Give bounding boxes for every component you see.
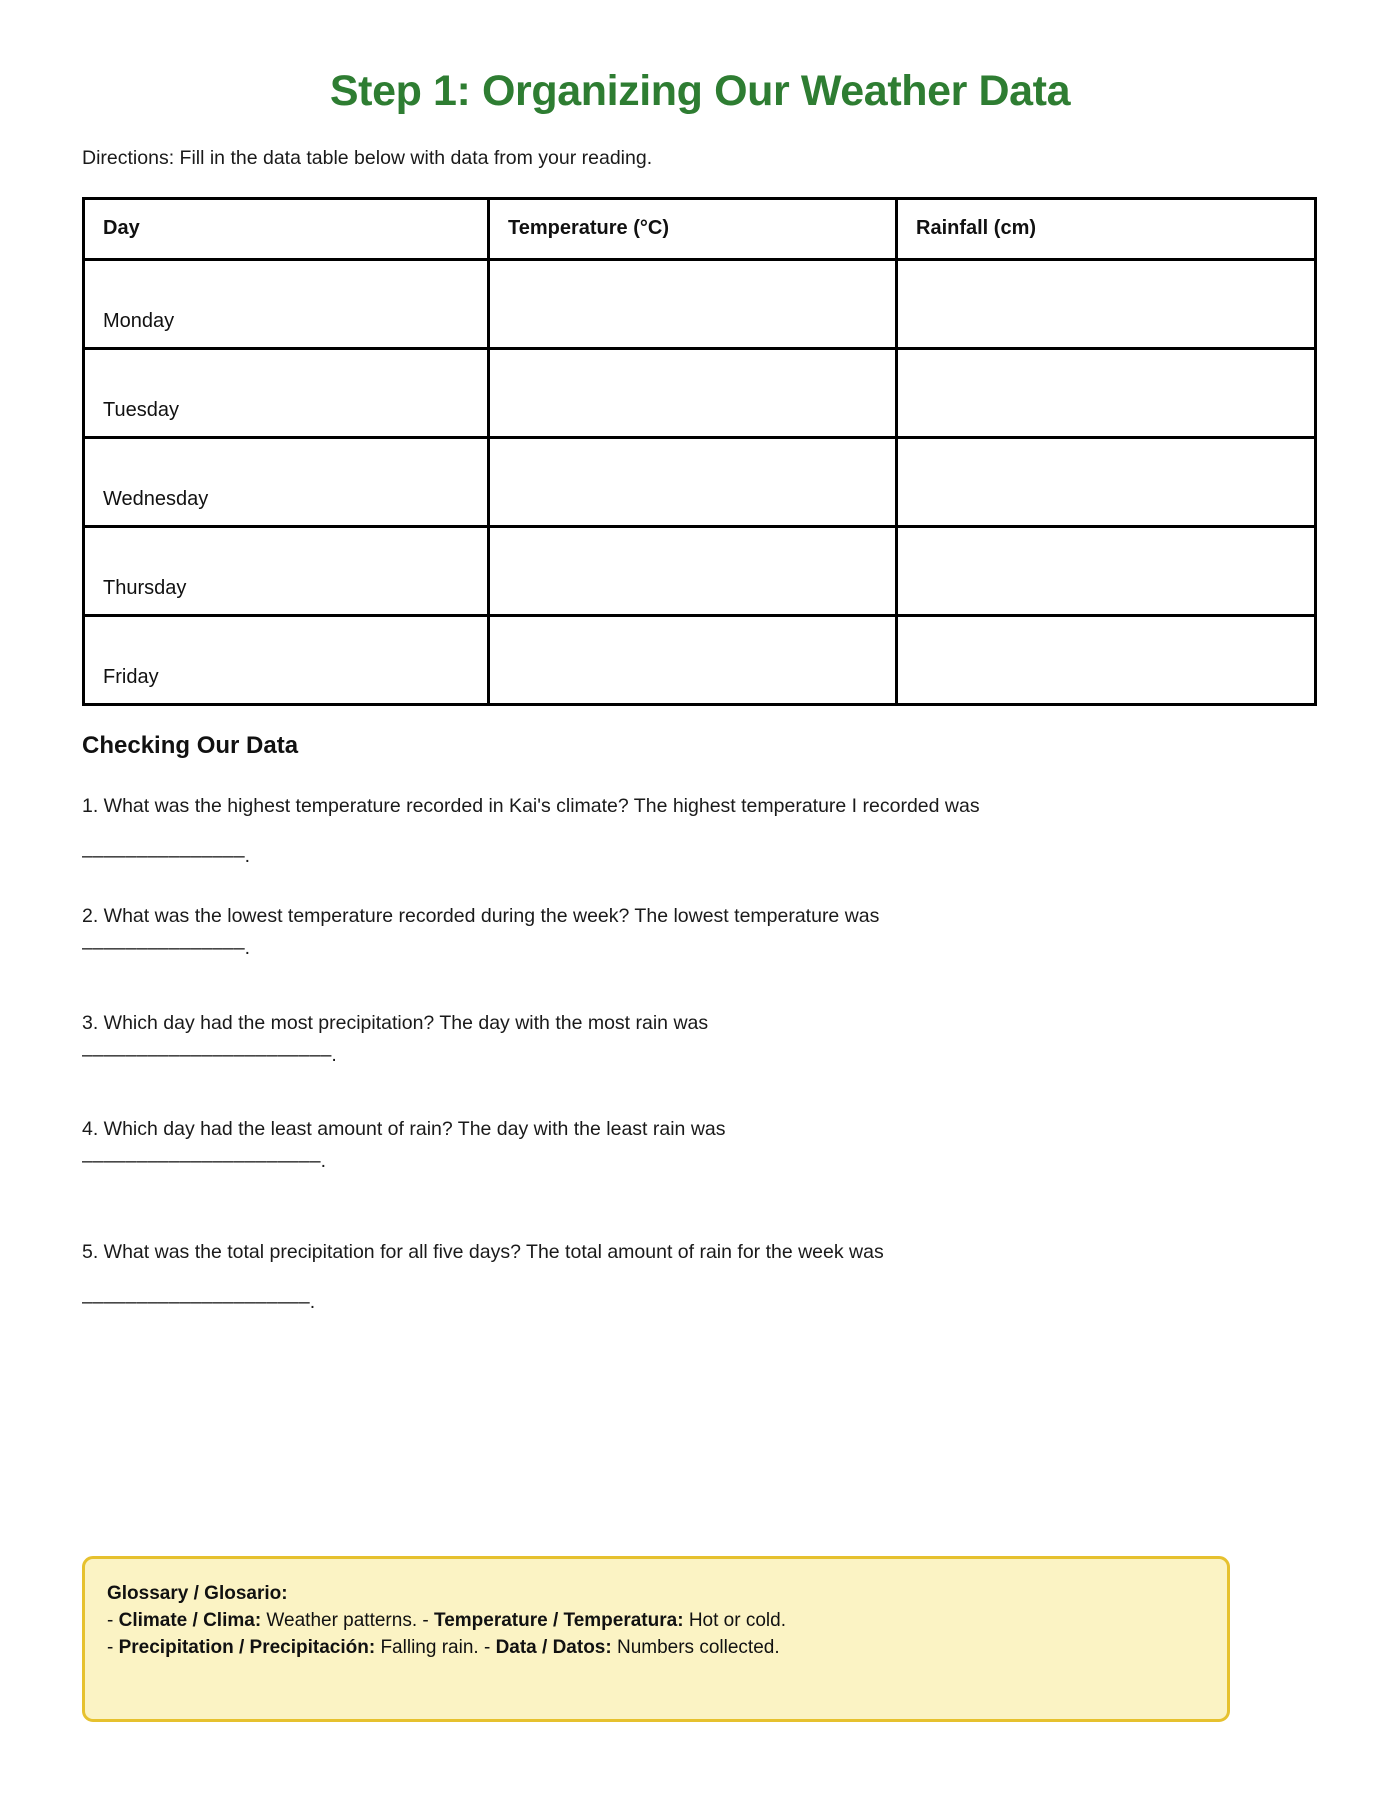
cell-temperature-thursday[interactable] <box>489 526 897 615</box>
cell-rainfall-monday[interactable] <box>897 259 1316 348</box>
directions-text: Directions: Fill in the data table below with data from your reading. <box>82 147 653 170</box>
glossary-definition-precipitation: Falling rain. <box>375 1636 484 1658</box>
column-header-rainfall: Rainfall (cm) <box>897 198 1316 259</box>
glossary-dash: - <box>422 1609 434 1631</box>
cell-rainfall-friday[interactable] <box>897 615 1316 704</box>
question-1-answer-blank[interactable]: –––––––––––––––. <box>82 844 251 867</box>
question-item-1 <box>82 792 1400 871</box>
cell-day-tuesday: Tuesday <box>84 348 489 437</box>
glossary-heading: Glossary / Glosario: <box>107 1583 288 1604</box>
question-1-text: 1. What was the highest temperature recorded in Kai's climate? The highest temperature I recorded was <box>82 794 980 817</box>
glossary-term-precipitation: Precipitation / Precipitación: <box>118 1636 376 1658</box>
cell-rainfall-thursday[interactable] <box>897 526 1316 615</box>
glossary-definition-climate: Weather patterns. <box>261 1609 423 1631</box>
cell-day-monday: Monday <box>84 259 489 348</box>
column-header-day: Day <box>84 198 489 259</box>
cell-day-wednesday: Wednesday <box>84 437 489 526</box>
glossary-term-climate: Climate / Clima: <box>118 1609 262 1631</box>
table-header-row <box>84 198 1316 259</box>
cell-temperature-friday[interactable] <box>489 615 897 704</box>
glossary-definition-data: Numbers collected. <box>611 1636 780 1658</box>
cell-temperature-tuesday[interactable] <box>489 348 897 437</box>
question-4-text: 4. Which day had the least amount of rain? The day with the least rain was <box>82 1118 726 1141</box>
cell-temperature-wednesday[interactable] <box>489 437 897 526</box>
question-item-4 <box>82 1115 1400 1176</box>
cell-day-friday: Friday <box>84 615 489 704</box>
page-title: Step 1: Organizing Our Weather Data <box>329 67 1071 115</box>
table-row <box>84 615 1316 704</box>
question-2-text: 2. What was the lowest temperature recorded during the week? The lowest temperature was <box>82 905 880 928</box>
question-5-answer-blank[interactable]: –––––––––––––––––––––. <box>82 1290 316 1313</box>
weather-data-table <box>82 197 1317 706</box>
glossary-box <box>82 1556 1230 1722</box>
question-3-text: 3. Which day had the most precipitation? The day with the most rain was <box>82 1011 709 1034</box>
checking-our-data-heading: Checking Our Data <box>82 731 299 759</box>
glossary-definition-temperature: Hot or cold. <box>683 1609 786 1631</box>
question-4-answer-blank[interactable]: ––––––––––––––––––––––. <box>82 1150 327 1173</box>
question-5-text: 5. What was the total precipitation for all five days? The total amount of rain for the week was <box>82 1240 884 1263</box>
glossary-line-1 <box>107 1608 1227 1635</box>
question-item-2 <box>82 902 1400 963</box>
glossary-dash: - <box>107 1609 119 1631</box>
cell-temperature-monday[interactable] <box>489 259 897 348</box>
question-item-5 <box>82 1238 1400 1317</box>
table-row <box>84 259 1316 348</box>
question-3-answer-blank[interactable]: –––––––––––––––––––––––. <box>82 1043 337 1066</box>
question-2-answer-blank[interactable]: –––––––––––––––. <box>82 937 251 960</box>
column-header-temperature: Temperature (°C) <box>489 198 897 259</box>
questions-list <box>0 792 1400 1317</box>
glossary-dash: - <box>107 1636 119 1658</box>
table-row <box>84 526 1316 615</box>
data-table-wrapper <box>0 173 1400 706</box>
cell-day-thursday: Thursday <box>84 526 489 615</box>
table-row <box>84 348 1316 437</box>
glossary-term-temperature: Temperature / Temperatura: <box>434 1609 684 1631</box>
glossary-dash: - <box>483 1636 496 1658</box>
question-item-3 <box>82 1009 1400 1070</box>
glossary-term-data: Data / Datos: <box>495 1636 612 1658</box>
table-row <box>84 437 1316 526</box>
cell-rainfall-wednesday[interactable] <box>897 437 1316 526</box>
glossary-line-2 <box>107 1635 1227 1662</box>
cell-rainfall-tuesday[interactable] <box>897 348 1316 437</box>
